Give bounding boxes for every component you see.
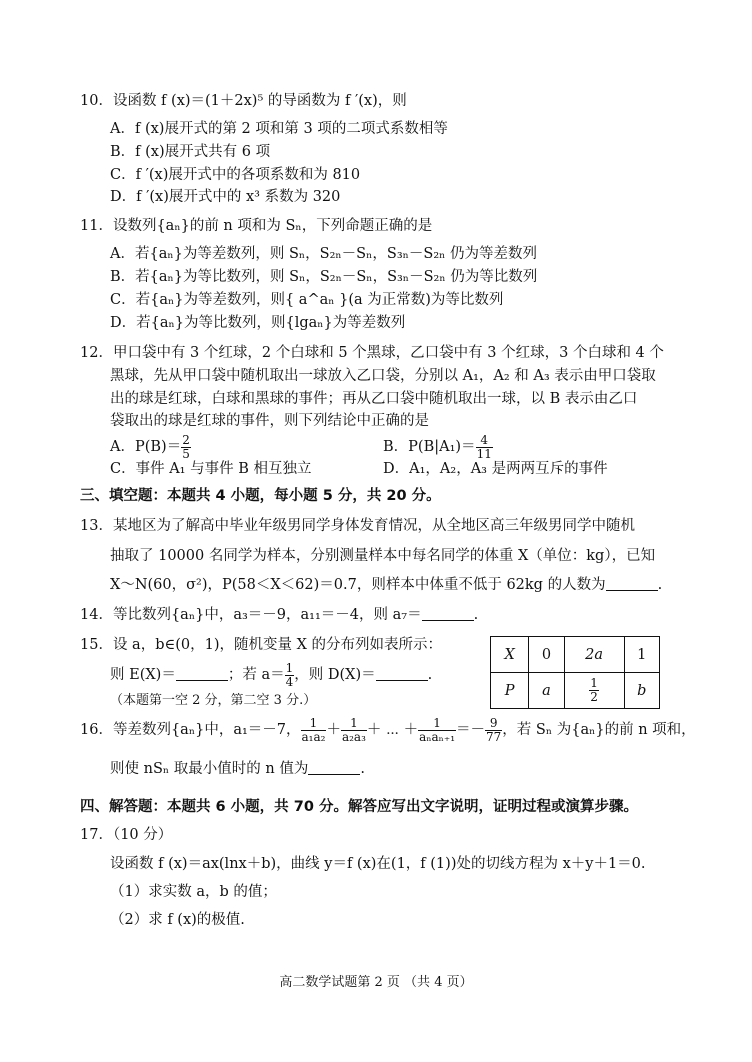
answer-blank — [376, 666, 428, 681]
fraction-denominator: aₙaₙ₊₁ — [419, 729, 456, 744]
section-3-heading: 三、填空题：本题共 4 小题，每小题 5 分，共 20 分。 — [80, 488, 441, 504]
q13-line-2: 抽取了 10000 名同学为样本，分别测量样本中每名同学的体重 X（单位：kg），已知 — [110, 548, 656, 564]
fraction-numerator: 1 — [418, 717, 456, 731]
table-cell: P — [491, 673, 529, 709]
period: . — [657, 577, 663, 593]
q14-line — [80, 604, 478, 626]
table-cell: X — [491, 637, 529, 673]
fraction-denominator: 4 — [285, 674, 294, 689]
distribution-table — [490, 636, 660, 709]
table-cell: b — [624, 673, 659, 709]
q13-line-3 — [110, 574, 662, 596]
fraction-numerator: 1 — [301, 717, 327, 731]
q12-line-1: 12．甲口袋中有 3 个红球，2 个白球和 5 个黑球，乙口袋中有 3 个红球，3 个白球和 4 个 — [80, 345, 664, 361]
answer-blank — [308, 760, 360, 775]
q10-stem: 10．设函数 f (x)＝(1＋2x)⁵ 的导函数为 f ′(x)，则 — [80, 93, 407, 109]
fraction-numerator: 4 — [476, 434, 493, 448]
q15-text-c: ，则 D(X)＝ — [294, 667, 376, 683]
q17-line-2: （1）求实数 a，b 的值； — [110, 884, 277, 900]
answer-blank — [606, 576, 658, 591]
answer-blank — [422, 606, 474, 621]
q17-line-1: 设函数 f (x)＝ax(lnx＋b)，曲线 y＝f (x)在(1，f (1))处的切线方程为 x＋y＋1＝0. — [110, 856, 646, 872]
q14-text: 14．等比数列{aₙ}中，a₃＝－9，a₁₁＝－4，则 a₇＝ — [80, 607, 422, 623]
q10-option-a: A．f (x)展开式的第 2 项和第 3 项的二项式系数相等 — [110, 121, 448, 137]
q16-plus-ellipsis: ＋ ⋯ ＋ — [366, 722, 419, 738]
q13-line-3-text: X～N(60，σ²)，P(58＜X＜62)＝0.7，则样本中体重不低于 62kg 的人数为 — [110, 577, 606, 593]
table-row — [491, 673, 660, 709]
q12-line-4: 袋取出的球是红球的事件，则下列结论中正确的是 — [110, 413, 429, 429]
table-row — [491, 637, 660, 673]
q12-option-b-text: B．P(B|A₁)＝ — [383, 439, 476, 455]
period: . — [427, 667, 433, 683]
q16-line-2 — [110, 758, 365, 780]
section-4-heading: 四、解答题：本题共 6 小题，共 70 分。解答应写出文字说明，证明过程或演算步骤。 — [80, 799, 638, 815]
fraction-numerator: 1 — [590, 676, 598, 690]
q12-line-2: 黑球，先从甲口袋中随机取出一球放入乙口袋，分别以 A₁，A₂ 和 A₃ 表示由甲口袋取 — [110, 368, 656, 384]
fraction-numerator: 1 — [285, 660, 294, 675]
q11-option-c: C．若{aₙ}为等差数列，则{ a^aₙ }(a 为正常数)为等比数列 — [110, 292, 504, 308]
period: . — [473, 607, 479, 623]
q17-line-3: （2）求 f (x)的极值. — [110, 912, 245, 928]
q11-option-b: B．若{aₙ}为等比数列，则 Sₙ，S₂ₙ－Sₙ，S₃ₙ－S₂ₙ 仍为等比数列 — [110, 269, 538, 285]
q12-option-d: D．A₁，A₂，A₃ 是两两互斥的事件 — [383, 461, 608, 477]
q15-text-b: ；若 a＝ — [227, 667, 285, 683]
q12-option-a-fraction — [181, 434, 191, 461]
q16-fraction-2 — [341, 717, 367, 744]
q10-option-c: C．f ′(x)展开式中的各项系数和为 810 — [110, 167, 361, 183]
q16-text-c: 则使 nSₙ 取最小值时的 n 值为 — [110, 761, 309, 777]
table-cell: 0 — [529, 637, 564, 673]
fraction-numerator: 2 — [182, 432, 190, 447]
fraction-denominator: 5 — [182, 446, 190, 461]
q17-heading: 17．（10 分） — [80, 827, 173, 843]
q15-fraction — [285, 662, 295, 689]
fraction-denominator: 11 — [476, 446, 492, 461]
q11-option-d: D．若{aₙ}为等比数列，则{lgaₙ}为等差数列 — [110, 315, 406, 331]
q15-text-a: 则 E(X)＝ — [110, 667, 176, 683]
fraction-denominator: a₂a₃ — [341, 729, 366, 744]
q15-line-1: 15．设 a，b∈(0，1)，随机变量 X 的分布列如表所示： — [80, 637, 443, 653]
page-footer: 高二数学试题第 2 页 （共 4 页） — [279, 975, 473, 990]
table-cell: a — [529, 673, 564, 709]
q11-stem: 11．设数列{aₙ}的前 n 项和为 Sₙ，下列命题正确的是 — [80, 218, 433, 234]
fraction-numerator: 9 — [485, 717, 502, 731]
table-fraction — [589, 677, 599, 704]
q16-fraction-3 — [418, 717, 456, 744]
q15-line-2 — [110, 660, 432, 690]
q12-line-3: 出的球是红球，白球和黑球的事件；再从乙口袋中随机取出一球，以 B 表示由乙口 — [110, 391, 638, 407]
q16-line-1 — [80, 714, 696, 746]
q16-equals: ＝－ — [456, 722, 486, 738]
q16-text-a: 16．等差数列{aₙ}中，a₁＝－7， — [80, 722, 301, 738]
q15-note: （本题第一空 2 分，第二空 3 分.） — [110, 693, 317, 708]
q10-option-d: D．f ′(x)展开式中的 x³ 系数为 320 — [110, 189, 341, 205]
fraction-denominator: 2 — [590, 690, 598, 704]
table-cell — [564, 673, 624, 709]
q11-option-a: A．若{aₙ}为等差数列，则 Sₙ，S₂ₙ－Sₙ，S₃ₙ－S₂ₙ 仍为等差数列 — [110, 246, 538, 262]
period: . — [360, 761, 365, 777]
q16-fraction-4 — [485, 717, 502, 744]
q16-text-b: ，若 Sₙ 为{aₙ}的前 n 项和， — [502, 722, 696, 738]
q10-option-b: B．f (x)展开式共有 6 项 — [110, 144, 271, 160]
fraction-denominator: 77 — [486, 729, 502, 744]
fraction-numerator: 1 — [341, 717, 367, 731]
table-cell: 1 — [624, 637, 659, 673]
q16-plus: ＋ — [326, 722, 341, 738]
table-cell: 2a — [564, 637, 624, 673]
q12-option-c: C．事件 A₁ 与事件 B 相互独立 — [110, 461, 312, 477]
q12-option-b-fraction — [476, 434, 493, 461]
fraction-denominator: a₁a₂ — [301, 729, 326, 744]
q12-option-a-text: A．P(B)＝ — [110, 439, 182, 455]
q16-fraction-1 — [301, 717, 327, 744]
answer-blank — [176, 666, 228, 681]
q13-line-1: 13．某地区为了解高中毕业年级男同学身体发育情况，从全地区高三年级男同学中随机 — [80, 518, 635, 534]
